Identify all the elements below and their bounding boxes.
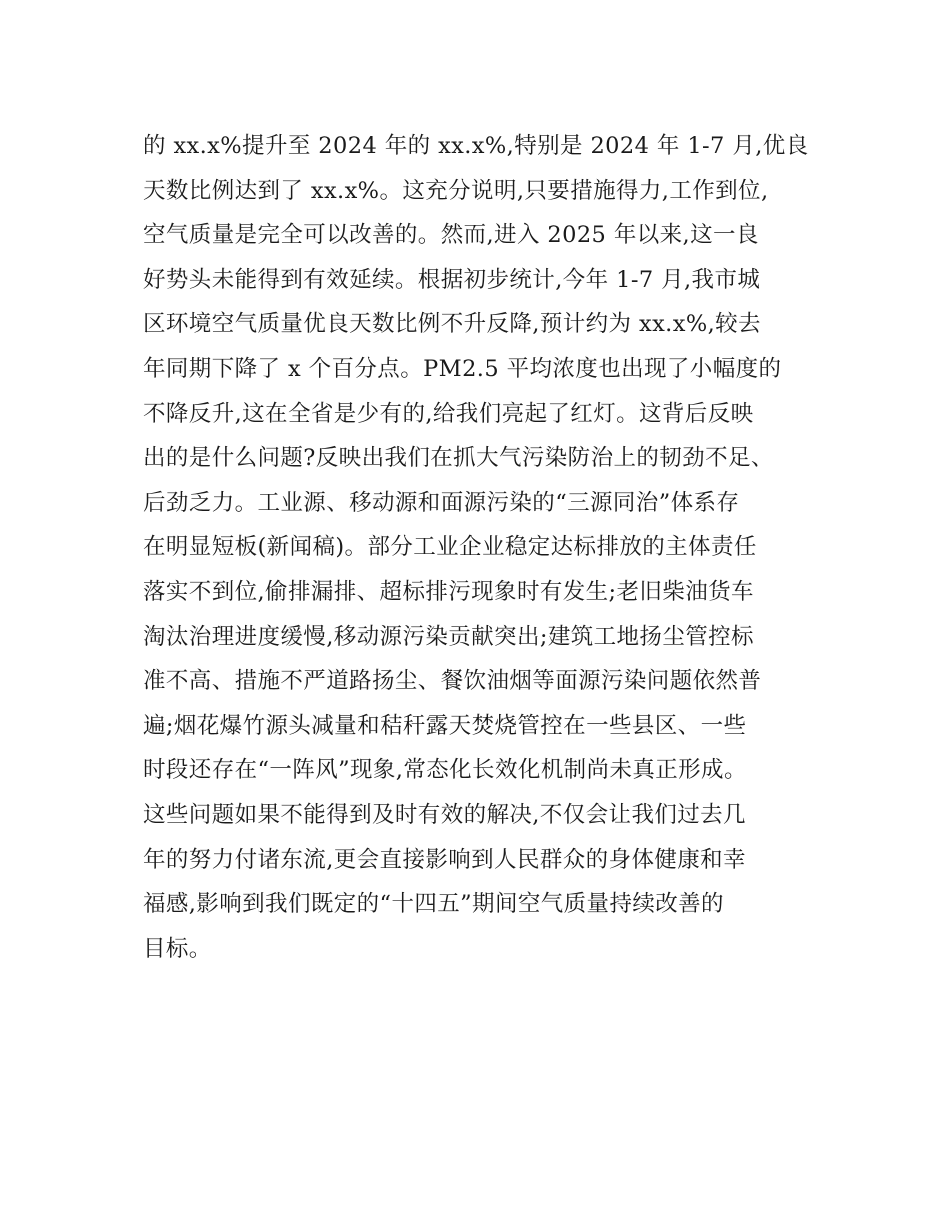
text-line: 时段还存在“一阵风”现象,常态化长效化机制尚未真正形成。 xyxy=(143,757,747,784)
text-line: 年同期下降了 x 个百分点。PM2.5 平均浓度也出现了小幅度的 xyxy=(143,355,782,382)
text-line: 的 xx.x%提升至 2024 年的 xx.x%,特别是 2024 年 1-7 月,优良 xyxy=(143,133,809,159)
text-line: 空气质量是完全可以改善的。然而,进入 2025 年以来,这一良 xyxy=(143,222,759,249)
text-line: 在明显短板(新闻稿)。部分工业企业稳定达标排放的主体责任 xyxy=(143,534,757,561)
text-line: 不降反升,这在全省是少有的,给我们亮起了红灯。这背后反映 xyxy=(143,400,754,427)
text-line: 年的努力付诸东流,更会直接影响到人民群众的身体健康和幸 xyxy=(143,846,746,873)
text-line: 目标。 xyxy=(143,935,212,962)
text-line: 后劲乏力。工业源、移动源和面源污染的“三源同治”体系存 xyxy=(143,489,740,516)
text-line: 区环境空气质量优良天数比例不升反降,预计约为 xx.x%,较去 xyxy=(143,311,761,338)
document-body xyxy=(143,124,833,971)
text-line: 天数比例达到了 xx.x%。这充分说明,只要措施得力,工作到位, xyxy=(143,177,769,204)
text-line: 这些问题如果不能得到及时有效的解决,不仅会让我们过去几 xyxy=(143,801,746,828)
text-line: 好势头未能得到有效延续。根据初步统计,今年 1-7 月,我市城 xyxy=(143,266,761,293)
text-line: 遍;烟花爆竹源头减量和秸秆露天焚烧管控在一些县区、一些 xyxy=(143,712,747,739)
text-line: 落实不到位,偷排漏排、超标排污现象时有发生;老旧柴油货车 xyxy=(143,578,754,605)
text-line: 淘汰治理进度缓慢,移动源污染贡献突出;建筑工地扬尘管控标 xyxy=(143,623,754,650)
text-line: 出的是什么问题?反映出我们在抓大气污染防治上的韧劲不足、 xyxy=(143,445,774,472)
text-line: 福感,影响到我们既定的“十四五”期间空气质量持续改善的 xyxy=(143,891,724,918)
text-line: 准不高、措施不严道路扬尘、餐饮油烟等面源污染问题依然普 xyxy=(143,668,762,695)
